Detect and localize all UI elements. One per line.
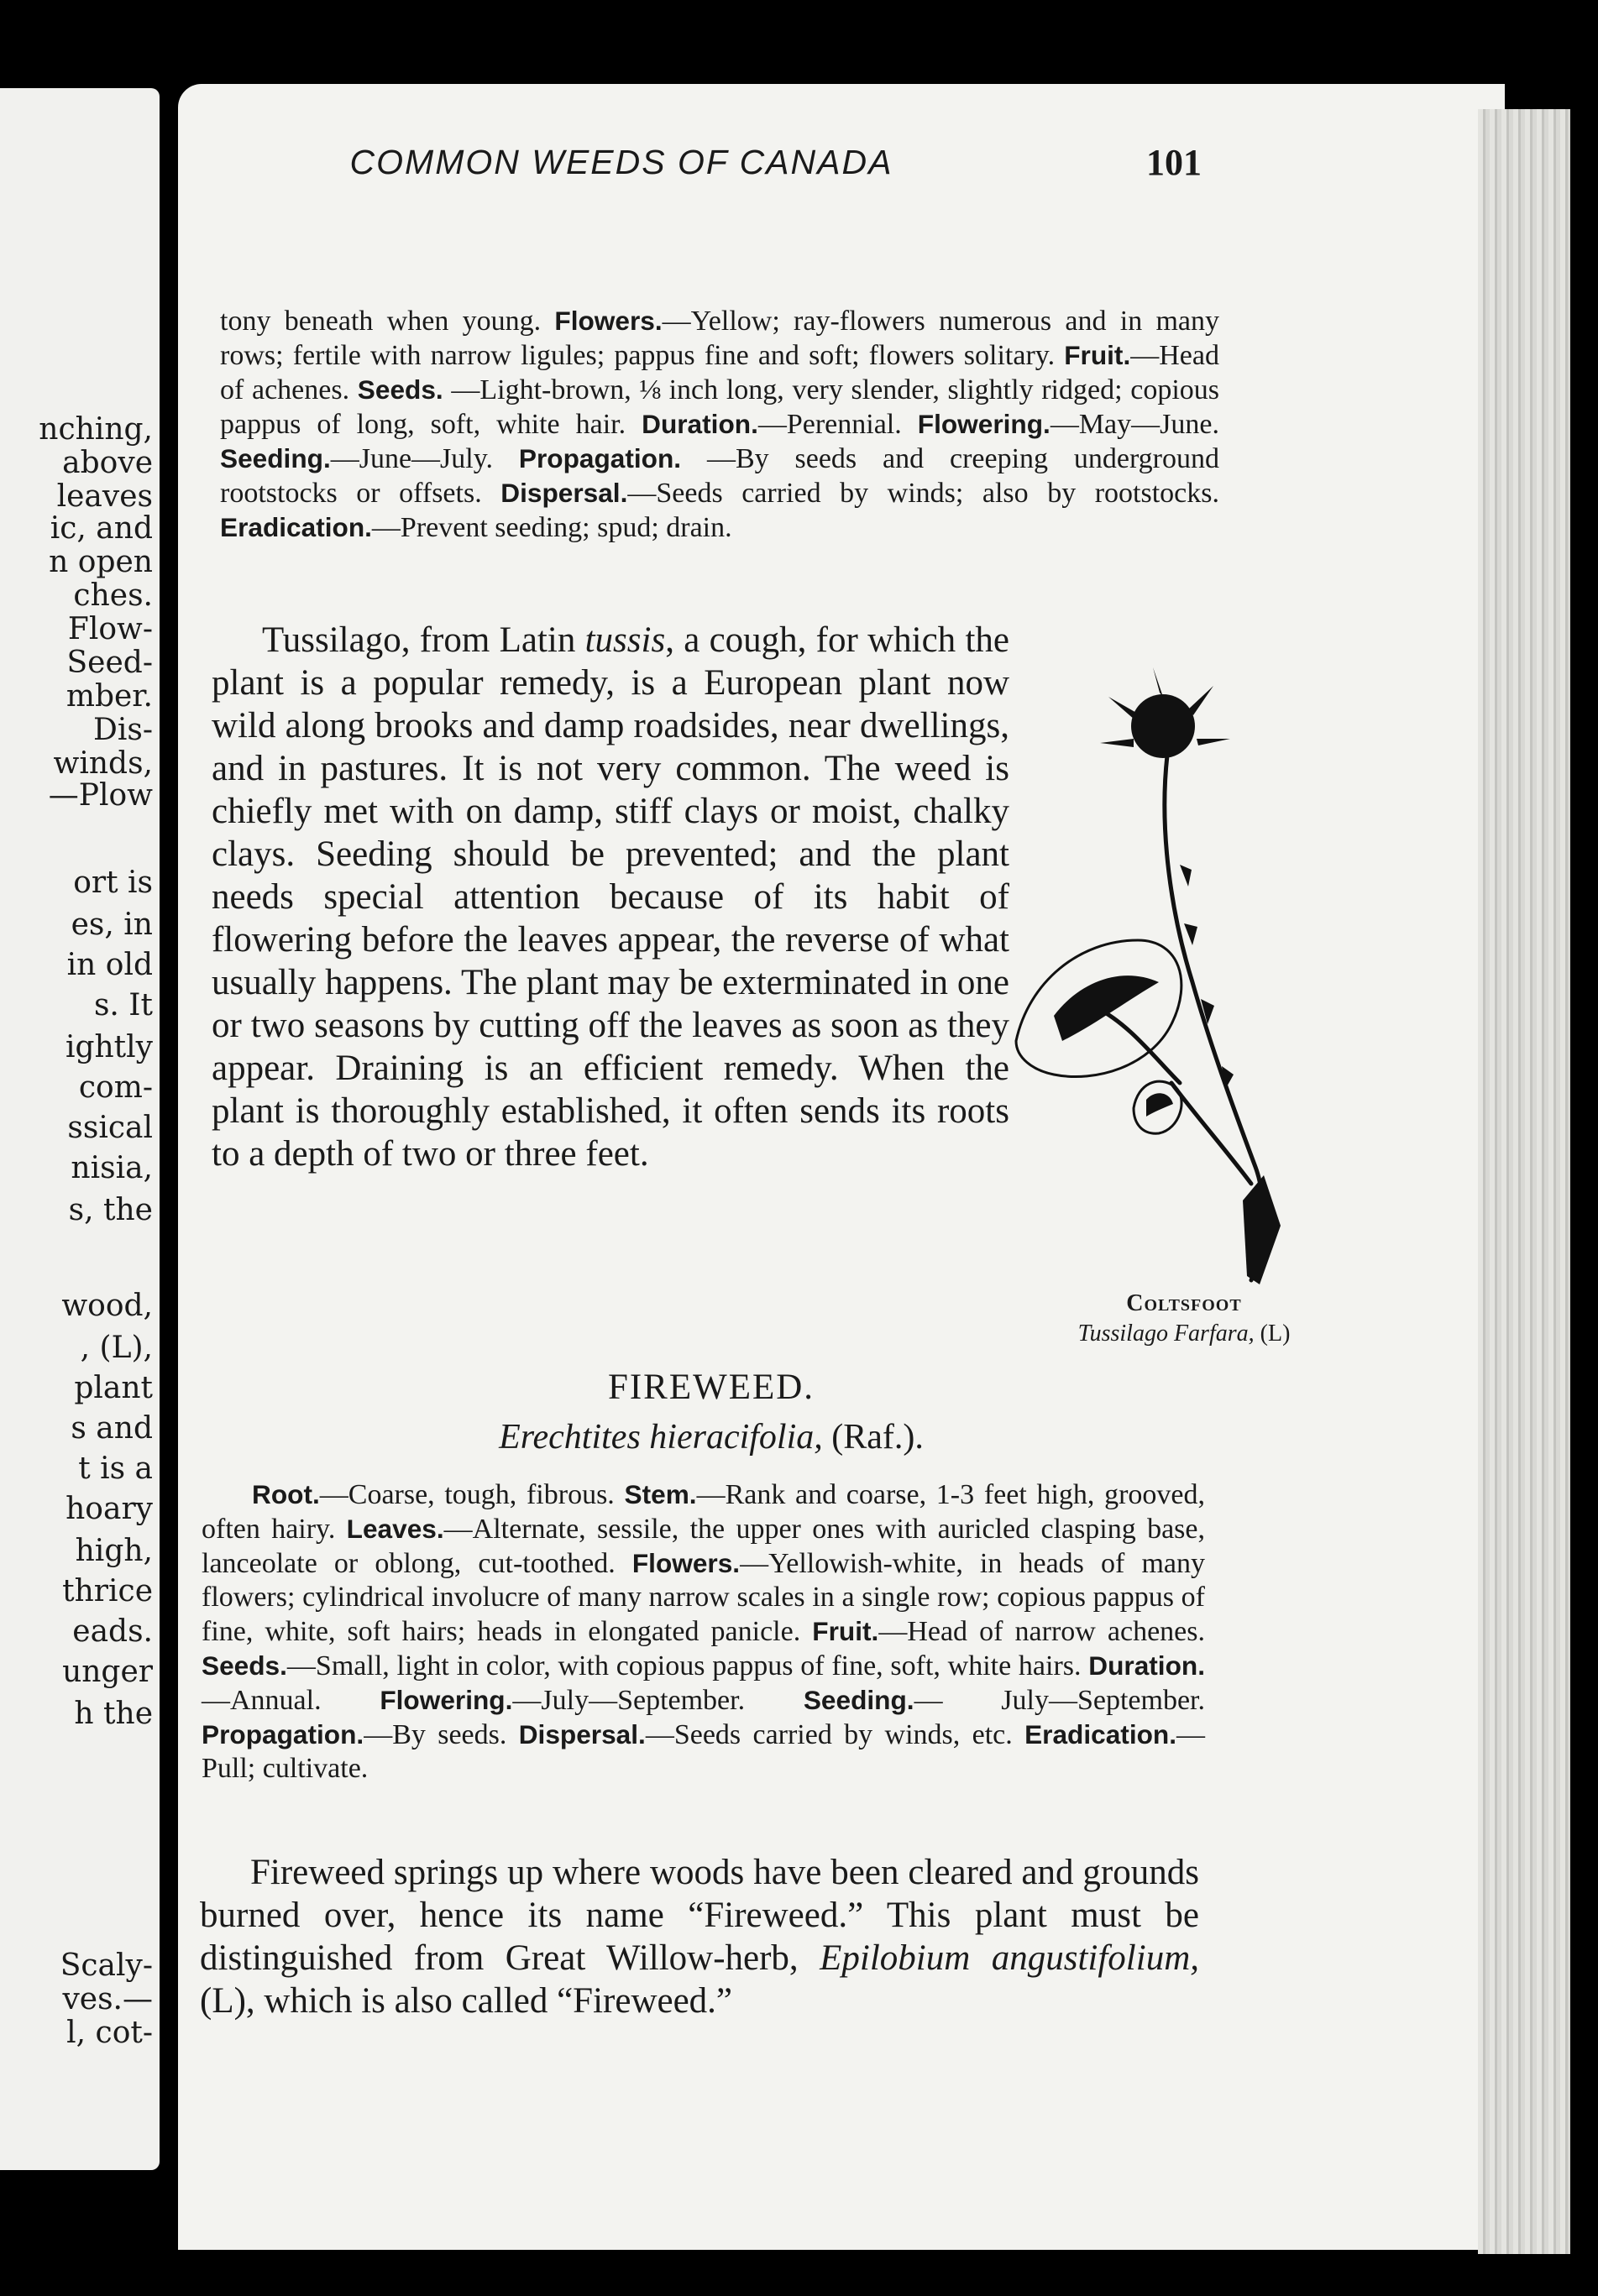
figure-title: Coltsfoot <box>1126 1290 1242 1316</box>
left-page-text-fragment: ves.— <box>62 1982 153 2016</box>
left-page-text-fragment: s and <box>71 1411 153 1446</box>
section-heading: FIREWEED. <box>607 1368 815 1407</box>
left-page-text-fragment: leaves <box>56 479 153 514</box>
tussilago-paragraph: Tussilago, from Latin tussis, a cough, for which the plant is a popular remedy, is a European plant now wild along brooks and damp roadsides, near dwellings, and in pastures. It is not very common. The weed is chiefly met with on damp, stiff clays or moist, chalky clays. Seeding should be prevented; and the plant needs special attention because of its habit of flowering before the leaves appear, the reverse of what usually happens. The plant may be exterminated in one or two seasons by cutting off the leaves as soon as they appear. Draining is an efficient remedy. When the plant is thoroughly established, it often sends its roots to a depth of two or three feet. <box>212 620 1009 1174</box>
left-page-text-fragment: Dis- <box>92 713 153 747</box>
left-page-text-fragment: com- <box>78 1070 153 1105</box>
left-page-text-fragment: es, in <box>71 907 153 942</box>
left-page-text-fragment: Flow- <box>67 612 153 646</box>
left-page-text-fragment: ightly <box>65 1030 153 1064</box>
left-page-text-fragment: wood, <box>61 1289 153 1323</box>
left-page-text-fragment: thrice <box>62 1574 153 1608</box>
left-page-text-fragment: above <box>62 446 153 480</box>
left-page-text-fragment: nisia, <box>71 1151 153 1185</box>
left-page-text-fragment: ssical <box>67 1111 153 1145</box>
page-edges <box>1478 109 1570 2254</box>
fireweed-paragraph: Fireweed springs up where woods have been cleared and grounds burned over, hence its name “Fireweed.” This plant must be distinguished from Great Willow-herb, Epilobium angustifolium, (L), which is also called “Fireweed.” <box>200 1853 1199 2021</box>
left-page-text-fragment: , (L), <box>80 1331 153 1365</box>
section-subheading: Erechtites hieracifolia, (Raf.). <box>499 1418 924 1457</box>
left-page-text-fragment: hoary <box>65 1492 153 1526</box>
coltsfoot-description: tony beneath when young. Flowers.—Yellow; ray-flowers numerous and in many rows; fertile with narrow ligules; pappus fine and soft; flowers solitary. Fruit.—Head of achenes. Seeds. —Light-brown, ⅛ inch long, very slender, slightly ridged; copious pappus of long, soft, white hair. Duration.—Perennial. Flowering.—May—June. Seeding.—June—July. Propagation. —By seeds and creeping underground rootstocks or offsets. Dispersal.—Seeds carried by winds; also by rootstocks. Eradication.—Prevent seeding; spud; drain. <box>220 306 1220 543</box>
left-page-text-fragment: Seed- <box>66 646 153 680</box>
left-page-text-fragment: ic, and <box>50 511 153 546</box>
left-page-text-fragment: t is a <box>78 1451 153 1486</box>
left-page-text-fragment: s. It <box>93 988 153 1022</box>
left-page-text-fragment: s, the <box>68 1193 153 1227</box>
fireweed-description: Root.—Coarse, tough, fibrous. Stem.—Rank and coarse, 1-3 feet high, grooved, often hairy. Leaves.—Alternate, sessile, the upper ones with auricled clasping base, lanceolate or oblong, cut-toothed. Flowers.—Yellowish-white, in heads of many flowers; cylindrical involucre of many narrow scales in a single row; copious pappus of fine, white, soft hairs; heads in elongated panicle. Fruit.—Head of narrow achenes. Seeds.—Small, light in color, with copious pappus of fine, soft, white hairs. Duration.—Annual. Flowering.—July—September. Seeding.— July—September. Propagation.—By seeds. Dispersal.—Seeds carried by winds, etc. Eradication.—Pull; cultivate. <box>202 1479 1206 1784</box>
left-page-text-fragment: unger <box>62 1655 153 1689</box>
left-page-text-fragment: —Plow <box>48 778 153 813</box>
left-page-text-fragment: Scaly- <box>60 1948 153 1983</box>
left-page-text-fragment: mber. <box>65 679 153 714</box>
left-page-text-fragment: in old <box>66 948 153 982</box>
left-page-text-fragment: h the <box>74 1697 153 1731</box>
left-page-text-fragment: winds, <box>53 746 153 781</box>
left-page-text-fragment: plant <box>74 1371 153 1405</box>
coltsfoot-illustration <box>1012 663 1356 1293</box>
left-page-text-fragment: eads. <box>72 1614 153 1649</box>
figure-latin-name: Tussilago Farfara, <box>1077 1321 1255 1347</box>
figure-caption <box>1016 1289 1352 1349</box>
left-page-text-fragment: high, <box>75 1534 153 1568</box>
left-page-text-fragment: ches. <box>73 578 153 613</box>
running-head: COMMON WEEDS OF CANADA <box>349 143 893 181</box>
figure-author: (L) <box>1254 1321 1291 1347</box>
book-spine <box>160 80 178 2178</box>
left-page-text-fragment: n open <box>49 545 153 579</box>
page-number: 101 <box>1146 142 1202 183</box>
left-page-text-fragment: nching, <box>39 412 153 447</box>
left-page-text-fragment: ort is <box>73 866 153 900</box>
left-page-fragment <box>0 88 160 2170</box>
left-page-text-fragment: l, cot- <box>66 2016 153 2050</box>
